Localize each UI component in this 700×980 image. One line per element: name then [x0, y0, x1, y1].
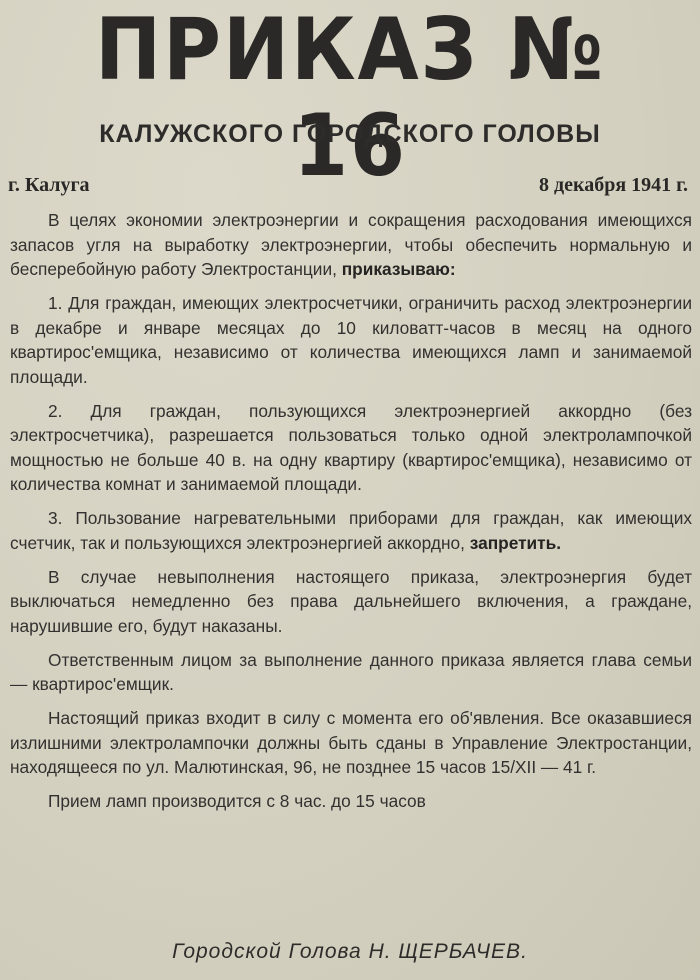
item-1-paragraph: 1. Для граждан, имеющих электросчетчики, ограничить расход электроэнергии в декабре и январе месяцах до 10 киловатт-часов в месяц на одного квартирос'емщика, независимо от количества имеющихся ламп и занимаемой площади.	[10, 293, 692, 387]
responsible-paragraph: Ответственным лицом за выполнение данного приказа является глава семьи — квартирос'емщик.	[10, 649, 692, 694]
item-3-order-word: запретить.	[469, 532, 562, 553]
item-2-paragraph: 2. Для граждан, пользующихся электроэнергией аккордно (без электросчетчика), разрешается пользоваться только одной электролампочкой мощностью не больше 40 в. на одну квартиру (квартирос'емщика), независимо от количества комнат и занимаемой площади.	[10, 400, 692, 494]
intro-text: В целях экономии электроэнергии и сокращения расходования имеющихся запасов угля на выработку электроэнергии, чтобы обеспечить нормальную и бесперебойную работу Электростанции,	[10, 210, 692, 279]
order-body	[10, 208, 692, 814]
item-3-paragraph	[10, 506, 692, 555]
effect-paragraph: Настоящий приказ входит в силу с момента его об'явления. Все оказавшиеся излишними электролампочки должны быть сданы в Управление Электростанции, находящееся по ул. Малютинская, 96, не позднее 15 часов 15/XII — 41 г.	[10, 708, 692, 777]
item-3-text: 3. Пользование нагревательными приборами для граждан, как имеющих счетчик, так и пользующихся электроэнергией аккордно,	[10, 508, 692, 553]
signature: Городской Голова Н. ЩЕРБАЧЕВ.	[172, 940, 528, 963]
reception-paragraph: Прием ламп производится с 8 час. до 15 часов	[48, 791, 426, 811]
order-title: ПРИКАЗ № 16	[95, 0, 605, 196]
penalty-paragraph: В случае невыполнения настоящего приказа, электроэнергия будет выключаться немедленно без права дальнейшего включения, а граждане, нарушившие его, будут наказаны.	[10, 566, 692, 636]
intro-paragraph	[10, 208, 692, 282]
order-subtitle: КАЛУЖСКОГО ГОРОДСКОГО ГОЛОВЫ	[99, 120, 601, 148]
order-date: 8 декабря 1941 г.	[539, 174, 688, 196]
intro-order-word: приказываю:	[341, 259, 456, 279]
order-place: г. Калуга	[8, 174, 90, 196]
